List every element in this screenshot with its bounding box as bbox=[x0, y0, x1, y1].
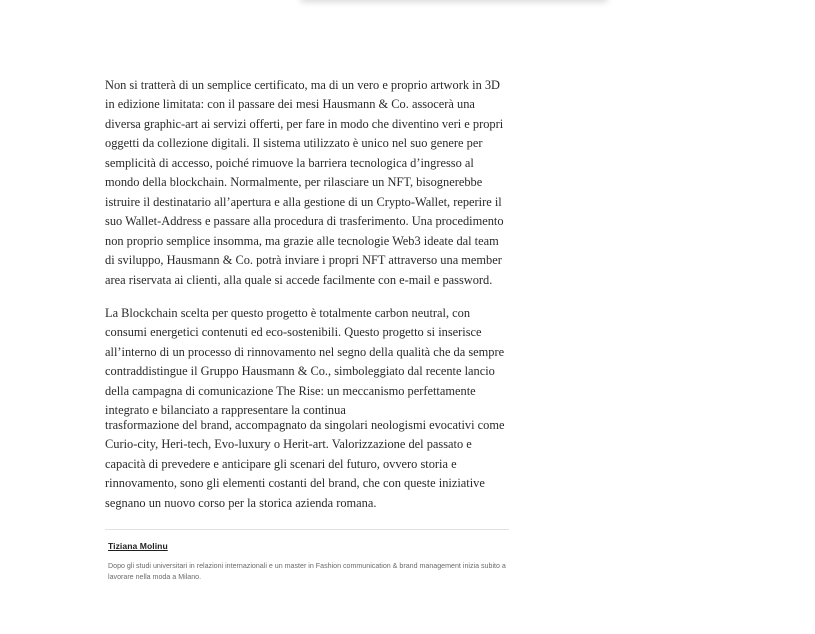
author-name-link[interactable]: Tiziana Molinu bbox=[108, 541, 168, 552]
author-bio: Dopo gli studi universitari in relazioni internazionali e un master in Fashion communication & brand management inizia subito a lavorare nella moda a Milano. bbox=[108, 562, 506, 581]
author-box bbox=[105, 529, 509, 582]
paragraph-nft-artwork: Non si tratterà di un semplice certificato, ma di un vero e proprio artwork in 3D in edizione limitata: con il passare dei mesi Hausmann & Co. assocerà una diversa graphic-art ai servizi offerti, per fare in modo che diventino veri e propri oggetti da collezione digitali. Il sistema utilizzato è unico nel suo genere per semplicità di accesso, poiché rimuove la barriera tecnologica d’ingresso al mondo della blockchain. Normalmente, per rilasciare un NFT, bisognerebbe istruire il destinatario all’apertura e alla gestione di un Crypto-Wallet, reperire il suo Wallet-Address e passare alla procedura di trasferimento. Una procedimento non proprio semplice insomma, ma grazie alle tecnologie Web3 ideate dal team di sviluppo, Hausmann & Co. potrà inviare i propri NFT attraverso una member area riservata ai clienti, alla quale si accede facilmente con e-mail e password. bbox=[105, 78, 504, 287]
paragraph-blockchain: La Blockchain scelta per questo progetto è totalmente carbon neutral, con consumi energetici contenuti ed eco-sostenibili. Questo progetto si inserisce all’interno di un processo di rinnovamento nel segno della qualità che da sempre contraddistingue il Gruppo Hausmann & Co., simboleggiato dal recente lancio della campagna di comunicazione The Rise: un meccanismo perfettamente integrato e bilanciato a rappresentare la continua bbox=[105, 305, 505, 418]
article-body bbox=[105, 76, 509, 582]
paragraph-clip bbox=[105, 304, 509, 418]
paragraph-brand-transformation: trasformazione del brand, accompagnato da singolari neologismi evocativi come Curio-city, Heri-tech, Evo-luxury o Herit-art. Valorizzazione del passato e capacità di prevedere e anticipare gli scenari del futuro, ovvero storia e rinnovamento, sono gli elementi costanti del brand, che con queste iniziative segnano un nuovo corso per la storica azienda romana. bbox=[105, 417, 505, 510]
